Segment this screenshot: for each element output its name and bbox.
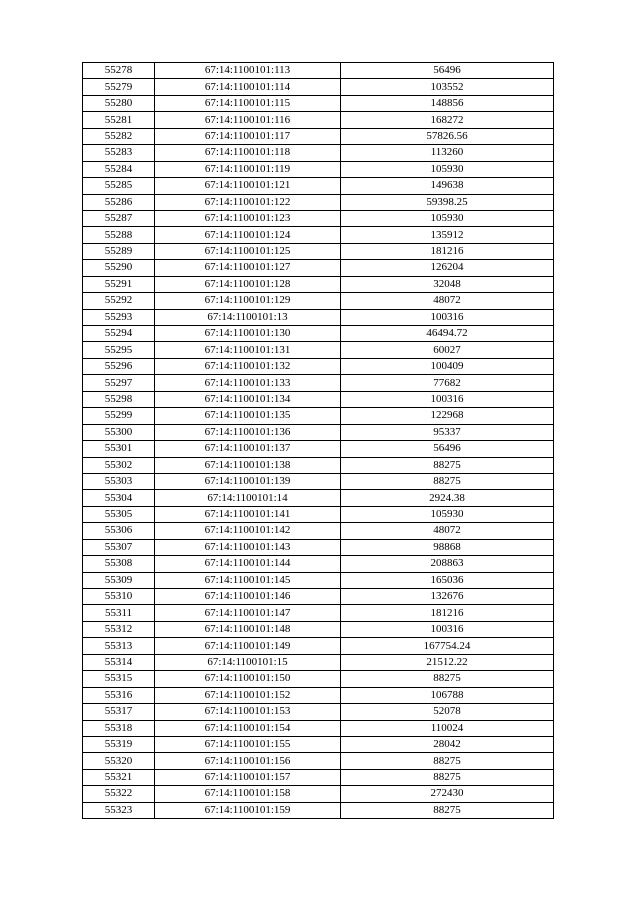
value-cell: 2924.38 xyxy=(341,490,554,506)
cadastral-number-cell: 67:14:1100101:127 xyxy=(155,260,341,276)
table-row xyxy=(83,342,554,358)
cadastral-number-cell: 67:14:1100101:138 xyxy=(155,457,341,473)
row-number-cell: 55310 xyxy=(83,589,155,605)
table-row xyxy=(83,260,554,276)
value-cell: 181216 xyxy=(341,243,554,259)
table-row xyxy=(83,490,554,506)
value-cell: 103552 xyxy=(341,79,554,95)
value-cell: 105930 xyxy=(341,161,554,177)
table-row xyxy=(83,293,554,309)
table-row xyxy=(83,63,554,79)
value-cell: 122968 xyxy=(341,408,554,424)
value-cell: 48072 xyxy=(341,523,554,539)
cadastral-number-cell: 67:14:1100101:129 xyxy=(155,293,341,309)
table-row xyxy=(83,506,554,522)
cadastral-number-cell: 67:14:1100101:141 xyxy=(155,506,341,522)
table-row xyxy=(83,572,554,588)
cadastral-number-cell: 67:14:1100101:146 xyxy=(155,589,341,605)
cadastral-number-cell: 67:14:1100101:13 xyxy=(155,309,341,325)
value-cell: 100316 xyxy=(341,621,554,637)
table-row xyxy=(83,326,554,342)
row-number-cell: 55293 xyxy=(83,309,155,325)
row-number-cell: 55305 xyxy=(83,506,155,522)
value-cell: 168272 xyxy=(341,112,554,128)
row-number-cell: 55319 xyxy=(83,736,155,752)
row-number-cell: 55294 xyxy=(83,326,155,342)
value-cell: 56496 xyxy=(341,441,554,457)
table-row xyxy=(83,556,554,572)
value-cell: 21512.22 xyxy=(341,654,554,670)
row-number-cell: 55290 xyxy=(83,260,155,276)
value-cell: 100409 xyxy=(341,358,554,374)
row-number-cell: 55280 xyxy=(83,95,155,111)
value-cell: 149638 xyxy=(341,178,554,194)
table-row xyxy=(83,210,554,226)
cadastral-value-table xyxy=(82,62,554,819)
table-row xyxy=(83,243,554,259)
cadastral-number-cell: 67:14:1100101:121 xyxy=(155,178,341,194)
table-row xyxy=(83,687,554,703)
value-cell: 32048 xyxy=(341,276,554,292)
row-number-cell: 55315 xyxy=(83,671,155,687)
cadastral-number-cell: 67:14:1100101:123 xyxy=(155,210,341,226)
table-row xyxy=(83,194,554,210)
cadastral-number-cell: 67:14:1100101:133 xyxy=(155,375,341,391)
table-row xyxy=(83,391,554,407)
table-row xyxy=(83,309,554,325)
cadastral-number-cell: 67:14:1100101:136 xyxy=(155,424,341,440)
table-row xyxy=(83,441,554,457)
row-number-cell: 55279 xyxy=(83,79,155,95)
table-row xyxy=(83,457,554,473)
value-cell: 132676 xyxy=(341,589,554,605)
cadastral-number-cell: 67:14:1100101:128 xyxy=(155,276,341,292)
table-row xyxy=(83,654,554,670)
table-row xyxy=(83,161,554,177)
row-number-cell: 55300 xyxy=(83,424,155,440)
row-number-cell: 55285 xyxy=(83,178,155,194)
table-row xyxy=(83,358,554,374)
cadastral-number-cell: 67:14:1100101:113 xyxy=(155,63,341,79)
value-cell: 46494.72 xyxy=(341,326,554,342)
table-row xyxy=(83,473,554,489)
cadastral-number-cell: 67:14:1100101:134 xyxy=(155,391,341,407)
cadastral-number-cell: 67:14:1100101:143 xyxy=(155,539,341,555)
value-cell: 148856 xyxy=(341,95,554,111)
cadastral-number-cell: 67:14:1100101:150 xyxy=(155,671,341,687)
row-number-cell: 55312 xyxy=(83,621,155,637)
cadastral-number-cell: 67:14:1100101:157 xyxy=(155,769,341,785)
value-cell: 88275 xyxy=(341,769,554,785)
value-cell: 95337 xyxy=(341,424,554,440)
table-row xyxy=(83,145,554,161)
row-number-cell: 55318 xyxy=(83,720,155,736)
value-cell: 88275 xyxy=(341,753,554,769)
table-row xyxy=(83,523,554,539)
table-body xyxy=(83,63,554,819)
table-row xyxy=(83,802,554,818)
value-cell: 113260 xyxy=(341,145,554,161)
cadastral-number-cell: 67:14:1100101:15 xyxy=(155,654,341,670)
table-row xyxy=(83,621,554,637)
table-row xyxy=(83,786,554,802)
cadastral-number-cell: 67:14:1100101:131 xyxy=(155,342,341,358)
cadastral-number-cell: 67:14:1100101:119 xyxy=(155,161,341,177)
value-cell: 28042 xyxy=(341,736,554,752)
value-cell: 110024 xyxy=(341,720,554,736)
row-number-cell: 55311 xyxy=(83,605,155,621)
table-row xyxy=(83,539,554,555)
row-number-cell: 55287 xyxy=(83,210,155,226)
value-cell: 100316 xyxy=(341,309,554,325)
row-number-cell: 55281 xyxy=(83,112,155,128)
table-row xyxy=(83,704,554,720)
cadastral-number-cell: 67:14:1100101:125 xyxy=(155,243,341,259)
cadastral-number-cell: 67:14:1100101:145 xyxy=(155,572,341,588)
table-row xyxy=(83,95,554,111)
row-number-cell: 55306 xyxy=(83,523,155,539)
row-number-cell: 55303 xyxy=(83,473,155,489)
table-row xyxy=(83,178,554,194)
value-cell: 48072 xyxy=(341,293,554,309)
value-cell: 88275 xyxy=(341,802,554,818)
cadastral-number-cell: 67:14:1100101:152 xyxy=(155,687,341,703)
value-cell: 98868 xyxy=(341,539,554,555)
row-number-cell: 55307 xyxy=(83,539,155,555)
row-number-cell: 55284 xyxy=(83,161,155,177)
cadastral-number-cell: 67:14:1100101:115 xyxy=(155,95,341,111)
value-cell: 88275 xyxy=(341,457,554,473)
row-number-cell: 55320 xyxy=(83,753,155,769)
value-cell: 52078 xyxy=(341,704,554,720)
value-cell: 56496 xyxy=(341,63,554,79)
cadastral-number-cell: 67:14:1100101:142 xyxy=(155,523,341,539)
row-number-cell: 55283 xyxy=(83,145,155,161)
table-row xyxy=(83,227,554,243)
row-number-cell: 55296 xyxy=(83,358,155,374)
row-number-cell: 55302 xyxy=(83,457,155,473)
row-number-cell: 55314 xyxy=(83,654,155,670)
value-cell: 88275 xyxy=(341,671,554,687)
value-cell: 106788 xyxy=(341,687,554,703)
table-row xyxy=(83,375,554,391)
cadastral-number-cell: 67:14:1100101:122 xyxy=(155,194,341,210)
value-cell: 59398.25 xyxy=(341,194,554,210)
value-cell: 57826.56 xyxy=(341,128,554,144)
row-number-cell: 55297 xyxy=(83,375,155,391)
cadastral-number-cell: 67:14:1100101:144 xyxy=(155,556,341,572)
cadastral-number-cell: 67:14:1100101:135 xyxy=(155,408,341,424)
value-cell: 208863 xyxy=(341,556,554,572)
table-row xyxy=(83,753,554,769)
row-number-cell: 55308 xyxy=(83,556,155,572)
row-number-cell: 55323 xyxy=(83,802,155,818)
table-row xyxy=(83,671,554,687)
row-number-cell: 55301 xyxy=(83,441,155,457)
cadastral-number-cell: 67:14:1100101:114 xyxy=(155,79,341,95)
table-row xyxy=(83,720,554,736)
value-cell: 60027 xyxy=(341,342,554,358)
value-cell: 88275 xyxy=(341,473,554,489)
row-number-cell: 55304 xyxy=(83,490,155,506)
cadastral-number-cell: 67:14:1100101:117 xyxy=(155,128,341,144)
row-number-cell: 55292 xyxy=(83,293,155,309)
cadastral-number-cell: 67:14:1100101:155 xyxy=(155,736,341,752)
cadastral-number-cell: 67:14:1100101:116 xyxy=(155,112,341,128)
row-number-cell: 55295 xyxy=(83,342,155,358)
row-number-cell: 55309 xyxy=(83,572,155,588)
cadastral-number-cell: 67:14:1100101:153 xyxy=(155,704,341,720)
row-number-cell: 55282 xyxy=(83,128,155,144)
cadastral-number-cell: 67:14:1100101:158 xyxy=(155,786,341,802)
table-row xyxy=(83,424,554,440)
row-number-cell: 55316 xyxy=(83,687,155,703)
cadastral-number-cell: 67:14:1100101:159 xyxy=(155,802,341,818)
value-cell: 135912 xyxy=(341,227,554,243)
cadastral-number-cell: 67:14:1100101:124 xyxy=(155,227,341,243)
cadastral-number-cell: 67:14:1100101:139 xyxy=(155,473,341,489)
value-cell: 100316 xyxy=(341,391,554,407)
value-cell: 165036 xyxy=(341,572,554,588)
row-number-cell: 55298 xyxy=(83,391,155,407)
cadastral-number-cell: 67:14:1100101:147 xyxy=(155,605,341,621)
row-number-cell: 55278 xyxy=(83,63,155,79)
value-cell: 105930 xyxy=(341,506,554,522)
value-cell: 272430 xyxy=(341,786,554,802)
cadastral-number-cell: 67:14:1100101:148 xyxy=(155,621,341,637)
table-row xyxy=(83,276,554,292)
table-row xyxy=(83,589,554,605)
table-row xyxy=(83,736,554,752)
row-number-cell: 55299 xyxy=(83,408,155,424)
cadastral-number-cell: 67:14:1100101:132 xyxy=(155,358,341,374)
row-number-cell: 55289 xyxy=(83,243,155,259)
value-cell: 181216 xyxy=(341,605,554,621)
value-cell: 77682 xyxy=(341,375,554,391)
table-row xyxy=(83,638,554,654)
table-row xyxy=(83,112,554,128)
value-cell: 105930 xyxy=(341,210,554,226)
cadastral-number-cell: 67:14:1100101:149 xyxy=(155,638,341,654)
cadastral-number-cell: 67:14:1100101:137 xyxy=(155,441,341,457)
row-number-cell: 55313 xyxy=(83,638,155,654)
table-row xyxy=(83,79,554,95)
value-cell: 126204 xyxy=(341,260,554,276)
value-cell: 167754.24 xyxy=(341,638,554,654)
cadastral-number-cell: 67:14:1100101:130 xyxy=(155,326,341,342)
row-number-cell: 55322 xyxy=(83,786,155,802)
table-row xyxy=(83,408,554,424)
cadastral-number-cell: 67:14:1100101:118 xyxy=(155,145,341,161)
table-row xyxy=(83,128,554,144)
row-number-cell: 55286 xyxy=(83,194,155,210)
table-row xyxy=(83,769,554,785)
row-number-cell: 55317 xyxy=(83,704,155,720)
cadastral-number-cell: 67:14:1100101:14 xyxy=(155,490,341,506)
cadastral-number-cell: 67:14:1100101:156 xyxy=(155,753,341,769)
row-number-cell: 55291 xyxy=(83,276,155,292)
row-number-cell: 55288 xyxy=(83,227,155,243)
row-number-cell: 55321 xyxy=(83,769,155,785)
table-row xyxy=(83,605,554,621)
cadastral-number-cell: 67:14:1100101:154 xyxy=(155,720,341,736)
